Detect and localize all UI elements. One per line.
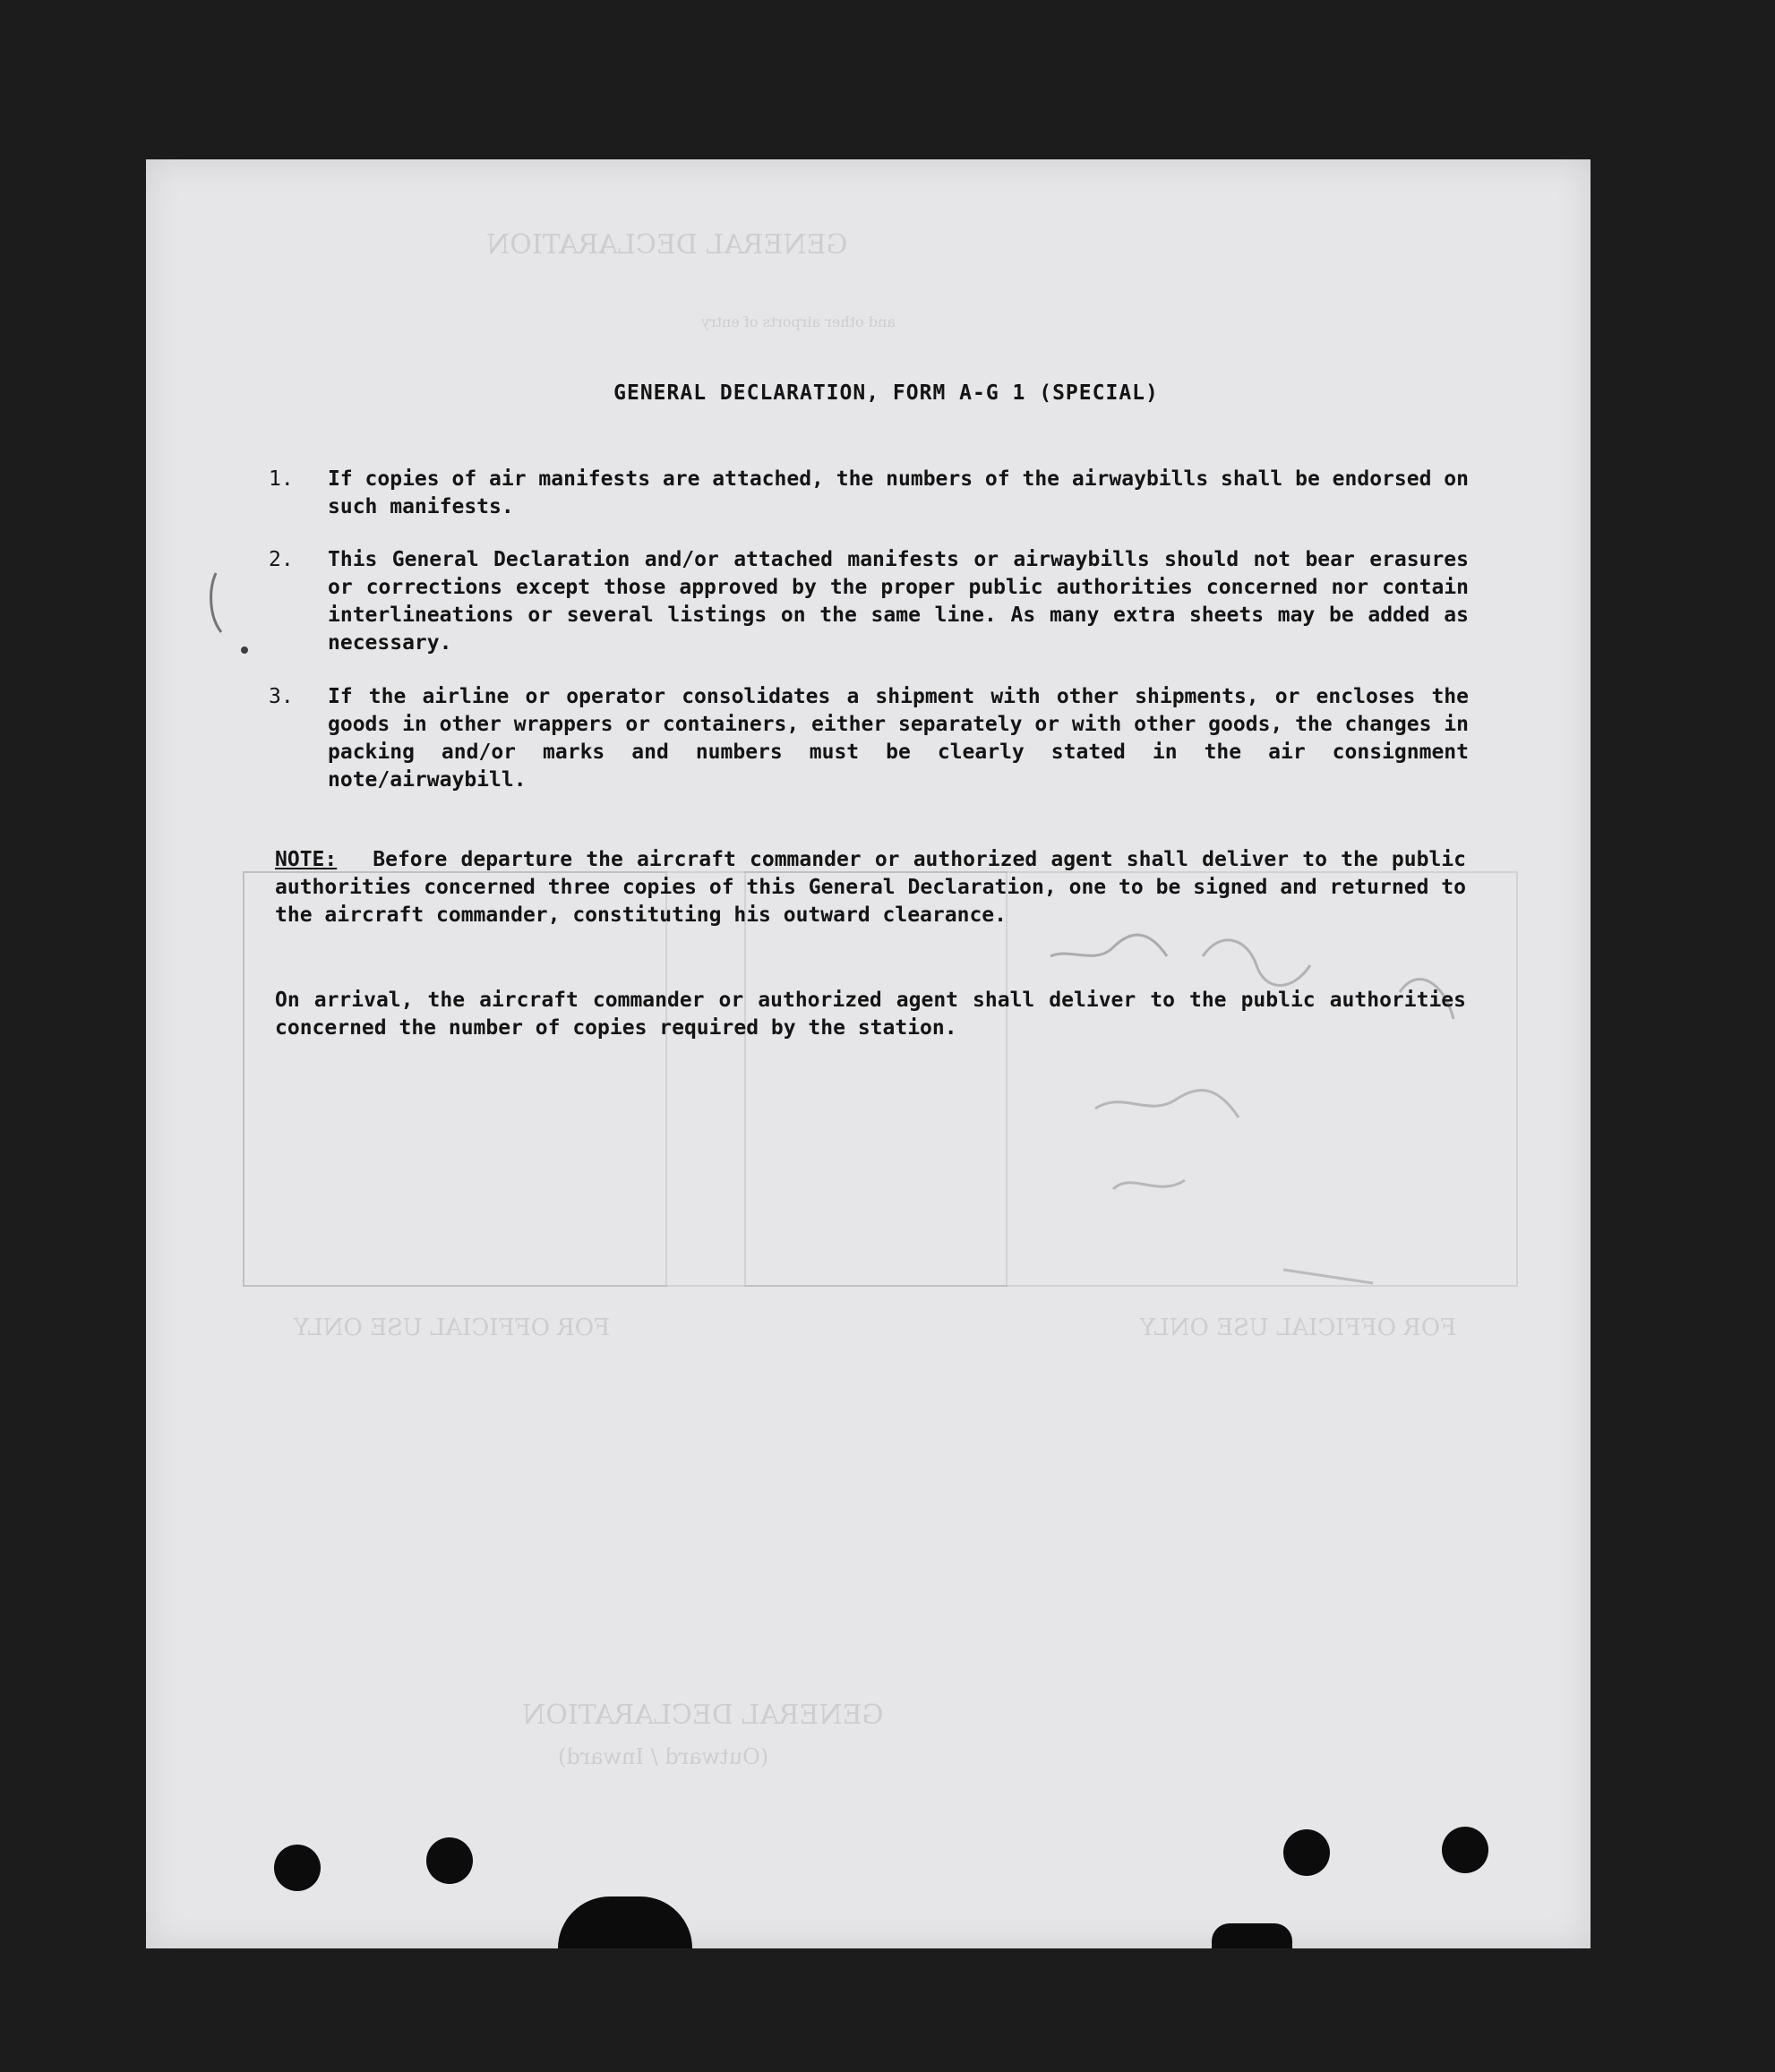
torn-edge: [1212, 1923, 1292, 1948]
item-text: If the airline or operator consolidates a shipment with other shipments, or encloses the goods in other wrappers or containers, either separately or with other goods, the changes in packing and/or marks and numbers must be clearly stated in the air consignment note/airwaybill.: [328, 685, 1469, 792]
bleed-through-footer: GENERAL DECLARATION: [522, 1700, 884, 1731]
page-title: GENERAL DECLARATION, FORM A-G 1 (SPECIAL): [613, 381, 1159, 405]
item-text: This General Declaration and/or attached manifests or airwaybills should not bear erasures or corrections except those approved by the proper public authorities concerned nor contain interlineations or several listings on the same line. As many extra sheets may be added as necessary.: [328, 548, 1469, 655]
arrival-paragraph: On arrival, the aircraft commander or authorized agent shall deliver to the public authorities concerned the number of copies required by the station.: [275, 989, 1466, 1040]
instruction-item: [269, 546, 1469, 657]
bleed-through-heading: GENERAL DECLARATION: [486, 229, 848, 261]
item-number: 2.: [269, 548, 294, 571]
bleed-through-line: and other airports of entry: [701, 313, 896, 330]
document-page: [146, 159, 1591, 1948]
note-label: NOTE:: [275, 848, 338, 871]
item-number: 1.: [269, 467, 294, 491]
bleed-through-footer-2: (Outward / Inward): [558, 1744, 769, 1769]
bleed-through-official-2: FOR OFFICIAL USE ONLY: [294, 1314, 611, 1341]
instruction-item: [269, 683, 1469, 794]
punch-hole: [1283, 1829, 1330, 1876]
item-text: If copies of air manifests are attached, the numbers of the airwaybills shall be endorsed on such manifests.: [328, 467, 1469, 518]
bleed-through-official: FOR OFFICIAL USE ONLY: [1140, 1314, 1457, 1341]
item-number: 3.: [269, 685, 294, 708]
instruction-item: [269, 466, 1469, 521]
note-paragraph: [275, 846, 1466, 929]
punch-hole: [1442, 1827, 1488, 1873]
punch-hole: [426, 1837, 473, 1884]
note-text: Before departure the aircraft commander or authorized agent shall deliver to the public authorities concerned three copies of this General Declaration, one to be signed and returned to the aircraft commander, constituting his outward clearance.: [275, 848, 1466, 927]
declaration-instructions: [146, 159, 1591, 1948]
punch-hole: [274, 1845, 321, 1891]
